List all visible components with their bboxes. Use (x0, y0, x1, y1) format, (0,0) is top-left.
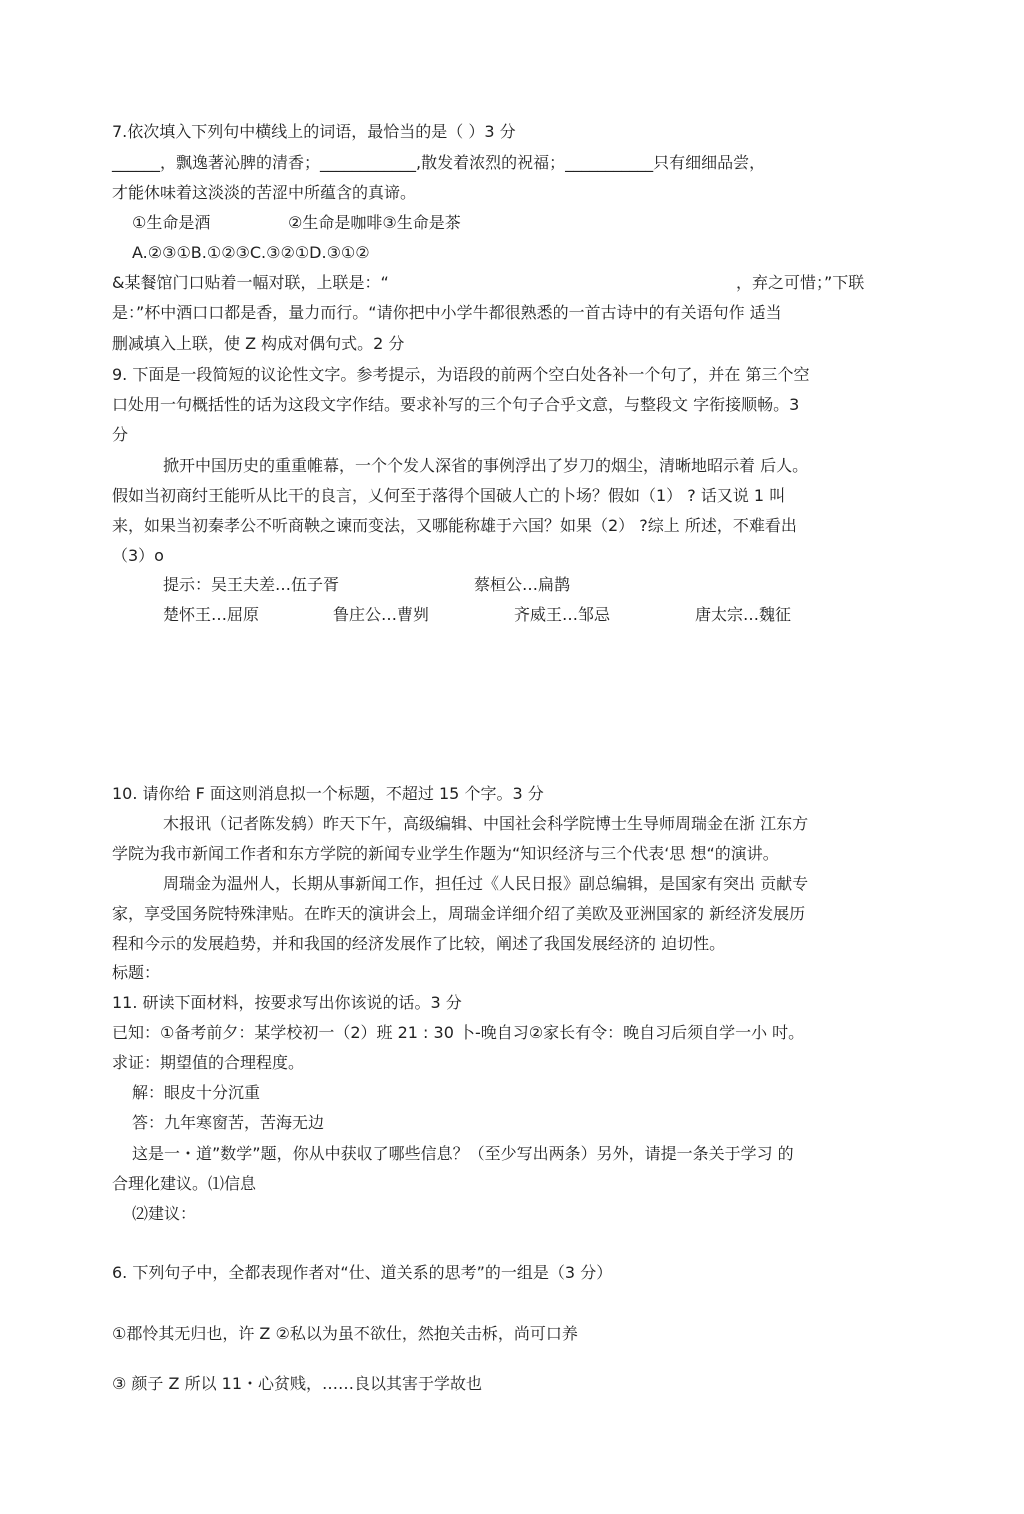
q9-stem-line-3: 分 (112, 425, 129, 444)
q10-news-line-4: 家，享受国务院特殊津贴。在昨天的演讲会上，周瑞金详细介绍了美欧及亚洲国家的 新经济发展历 (112, 904, 806, 923)
q11-solve: 解：眼皮十分沉重 (132, 1083, 261, 1102)
q6-sentence-3: ③ 颜子 Z 所以 11・心贫贱，……良以其害于学故也 (112, 1374, 483, 1393)
q10-stem: 10. 请你给 F 面这则消息拟一个标题，不超过 15 个字。3 分 (112, 784, 544, 803)
q9-hint-1a: 提示：吴王夫差…伍子胥 (163, 575, 340, 594)
q9-passage-line-1: 掀开中国历史的重重帷幕，一个个发人深省的事例浮出了岁刀的烟尘，清晰地昭示着 后人。 (163, 456, 809, 475)
q9-passage-line-4: （3）o (112, 546, 164, 565)
q9-hint-1b: 蔡桓公…扁鹊 (474, 575, 571, 594)
q8-line-1b: ，弃之可惜；”下联 (736, 273, 865, 292)
q11-prove: 求证：期望值的合理程度。 (112, 1053, 305, 1072)
q6-sentences-1-2: ①郡怜其无归也，许 Z ②私以为虽不欲仕，然抱关击柝，尚可口养 (112, 1324, 578, 1343)
q7-line-1: ______，飘逸著沁脾的清香；____________,散发着浓烈的祝福；___________只有细细品尝， (112, 153, 766, 172)
q9-passage-line-2: 假如当初商纣王能听从比干的良言，乂何至于落得个国破人亡的卜场？假如（1） ? 话又说 1 叫 (112, 486, 786, 505)
q10-news-line-3: 周瑞金为温州人，长期从事新闻工作，担任过《人民日报》副总编辑，是国家有突出 贡献专 (163, 874, 809, 893)
q9-stem-line-2: 口处用一句概括性的话为这段文字作结。要求补写的三个句子合乎文意，与整段文 字衔接顺畅。3 (112, 395, 800, 414)
q8-line-1a: &某餐馆门口贴着一幅对联，上联是：“ (112, 273, 389, 292)
q7-option-1: ①生命是酒 (132, 213, 211, 232)
q11-suggestion-label: ⑵建议： (132, 1204, 197, 1223)
q9-stem-line-1: 9. 下面是一段简短的议论性文字。参考提示，为语段的前两个空白处各补一个句了，并在 第三个空 (112, 365, 810, 384)
q9-hint-2a: 楚怀王…屈原 (163, 605, 260, 624)
q10-news-line-1: 木报讯（记者陈发鸫）昨天下午，高级编辑、中国社会科学院博士生导师周瑞金在浙 江东方 (163, 814, 809, 833)
q11-stem: 11. 研读下面材料，按要求写出你该说的话。3 分 (112, 993, 462, 1012)
q7-choices: A.②③①B.①②③C.③②①D.③①② (132, 243, 370, 262)
q8-line-2: 是：”杯中酒口口都是香，量力而行。“请你把中小学牛都很熟悉的一首古诗中的有关语句作 适当 (112, 303, 782, 322)
q11-known: 已知：①备考前夕：某学校初一（2）班 21 : 30 卜-晚自习②家长有令：晚自习后须自学一小 吋。 (112, 1023, 805, 1042)
q9-passage-line-3: 来，如果当初秦孝公不听商鞅之谏而变法，又哪能称雄于六国？如果（2） ?综上 所述，不难看出 (112, 516, 797, 535)
q8-line-3: 删减填入上联，使 Z 构成对偶句式。2 分 (112, 334, 405, 353)
q10-news-line-5: 程和今示的发展趋势，并和我国的经济发展作了比较，阐述了我国发展经济的 迫切性。 (112, 934, 726, 953)
q10-news-line-2: 学院为我市新闻工作者和东方学院的新闻专业学生作题为“知识经济与三个代表‘思 想“的演讲。 (112, 844, 779, 863)
q11-question-line-2: 合理化建议。⑴信息 (112, 1174, 257, 1193)
q10-title-label: 标题： (112, 963, 161, 982)
q9-hint-2c: 齐威王…邹忌 (514, 605, 611, 624)
q6-stem: 6. 下列句子中，全都表现作者对“仕、道关系的思考”的一组是（3 分） (112, 1263, 613, 1282)
q7-options-2-3: ②生命是咖啡③生命是茶 (288, 213, 461, 232)
q9-hint-2b: 鲁庄公…曹刿 (333, 605, 430, 624)
q9-hint-2d: 唐太宗…魏征 (695, 605, 792, 624)
q7-line-2: 才能休味着这淡淡的苦涩中所蕴含的真谛。 (112, 183, 417, 202)
q11-answer: 答：九年寒窗苦，苦海无边 (132, 1113, 325, 1132)
q11-question-line-1: 这是一・道”数学”题，你从中获収了哪些信息？（至少写出两条）另外，请提一条关于学习 的 (132, 1144, 794, 1163)
q7-stem: 7.依次填入下列句中横线上的词语，最恰当的是（ ）3 分 (112, 122, 516, 141)
